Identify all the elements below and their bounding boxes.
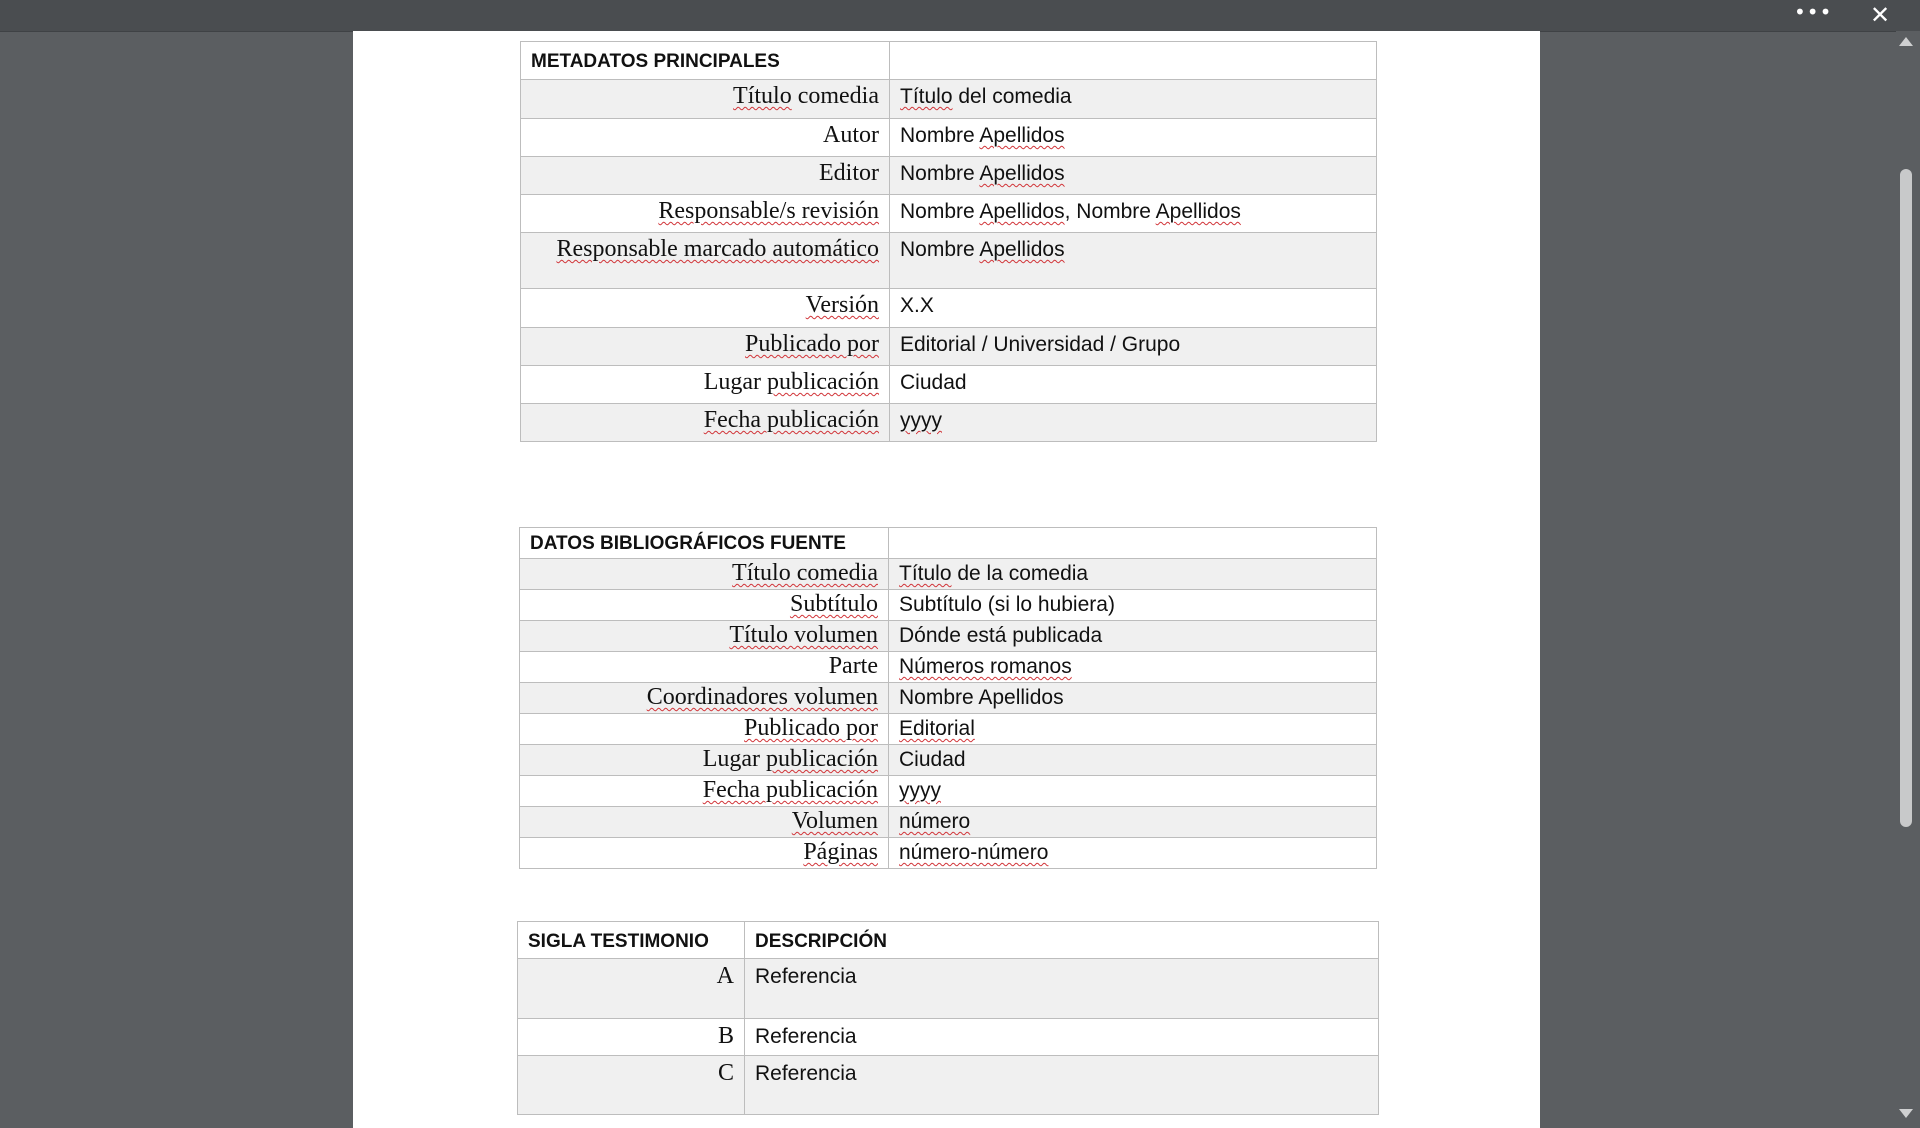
scroll-down-arrow-icon[interactable] bbox=[1899, 1109, 1913, 1118]
value-publicado-por: Editorial bbox=[889, 714, 1377, 745]
label-parte: Parte bbox=[520, 652, 889, 683]
value-lugar-publicacion: Ciudad bbox=[889, 745, 1377, 776]
table-header: METADATOS PRINCIPALES bbox=[521, 42, 890, 80]
label-lugar-publicacion: Lugar publicación bbox=[521, 366, 890, 404]
scroll-up-arrow-icon[interactable] bbox=[1899, 37, 1913, 46]
metadatos-principales-table bbox=[520, 41, 1377, 442]
value-responsable-marcado: Nombre Apellidos bbox=[890, 233, 1377, 289]
label-fecha-publicacion: Fecha publicación bbox=[521, 404, 890, 442]
value-publicado-por: Editorial / Universidad / Grupo bbox=[890, 328, 1377, 366]
label-autor: Autor bbox=[521, 119, 890, 157]
sigla-cell: C bbox=[518, 1056, 745, 1115]
sigla-cell: A bbox=[518, 959, 745, 1019]
document-viewer-toolbar bbox=[0, 0, 1920, 32]
label-lugar-publicacion: Lugar publicación bbox=[520, 745, 889, 776]
value-fecha-publicacion: yyyy bbox=[890, 404, 1377, 442]
more-options-icon[interactable]: ••• bbox=[1794, 0, 1833, 24]
label-paginas: Páginas bbox=[520, 838, 889, 869]
value-subtitulo: Subtítulo (si lo hubiera) bbox=[889, 590, 1377, 621]
label-titulo-comedia: Título comedia bbox=[520, 559, 889, 590]
document-page bbox=[353, 31, 1540, 1128]
value-titulo-comedia: Título del comedia bbox=[890, 80, 1377, 119]
scrollbar-thumb[interactable] bbox=[1900, 169, 1912, 827]
label-publicado-por: Publicado por bbox=[520, 714, 889, 745]
sigla-testimonio-table bbox=[517, 921, 1379, 1115]
value-volumen: número bbox=[889, 807, 1377, 838]
value-responsables-revision: Nombre Apellidos, Nombre Apellidos bbox=[890, 195, 1377, 233]
vertical-scrollbar[interactable] bbox=[1896, 31, 1920, 1128]
value-parte: Números romanos bbox=[889, 652, 1377, 683]
value-editor: Nombre Apellidos bbox=[890, 157, 1377, 195]
label-subtitulo: Subtítulo bbox=[520, 590, 889, 621]
table-header-empty bbox=[890, 42, 1377, 80]
label-fecha-publicacion: Fecha publicación bbox=[520, 776, 889, 807]
descripcion-cell: Referencia bbox=[745, 1056, 1379, 1115]
table-header-descripcion: DESCRIPCIÓN bbox=[745, 922, 1379, 959]
close-icon[interactable]: ✕ bbox=[1869, 1, 1891, 29]
label-version: Versión bbox=[521, 289, 890, 328]
value-titulo-volumen: Dónde está publicada bbox=[889, 621, 1377, 652]
value-paginas: número-número bbox=[889, 838, 1377, 869]
label-volumen: Volumen bbox=[520, 807, 889, 838]
value-lugar-publicacion: Ciudad bbox=[890, 366, 1377, 404]
datos-bibliograficos-table bbox=[519, 527, 1377, 869]
label-publicado-por: Publicado por bbox=[521, 328, 890, 366]
label-responsables-revision: Responsable/s revisión bbox=[521, 195, 890, 233]
table-header: DATOS BIBLIOGRÁFICOS FUENTE bbox=[520, 528, 889, 559]
label-responsable-marcado: Responsable marcado automático bbox=[521, 233, 890, 289]
table-header-empty bbox=[889, 528, 1377, 559]
value-titulo-comedia: Título de la comedia bbox=[889, 559, 1377, 590]
descripcion-cell: Referencia bbox=[745, 959, 1379, 1019]
table-header-sigla: SIGLA TESTIMONIO bbox=[518, 922, 745, 959]
label-coordinadores-volumen: Coordinadores volumen bbox=[520, 683, 889, 714]
label-editor: Editor bbox=[521, 157, 890, 195]
value-fecha-publicacion: yyyy bbox=[889, 776, 1377, 807]
value-autor: Nombre Apellidos bbox=[890, 119, 1377, 157]
value-version: X.X bbox=[890, 289, 1377, 328]
value-coordinadores-volumen: Nombre Apellidos bbox=[889, 683, 1377, 714]
descripcion-cell: Referencia bbox=[745, 1019, 1379, 1056]
sigla-cell: B bbox=[518, 1019, 745, 1056]
label-titulo-volumen: Título volumen bbox=[520, 621, 889, 652]
label-titulo-comedia: Título comedia bbox=[521, 80, 890, 119]
